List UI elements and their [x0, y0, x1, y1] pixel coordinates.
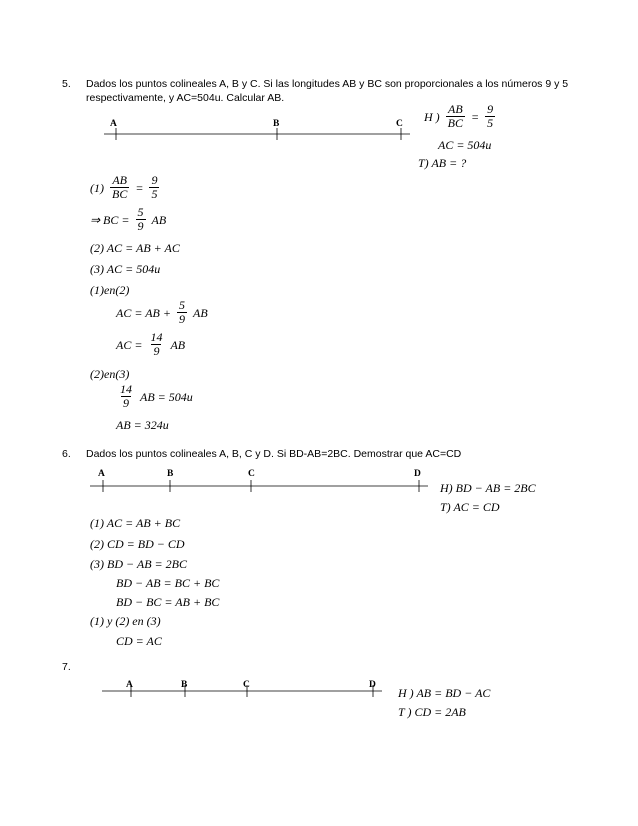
p6-step-6: (1) y (2) en (3)	[90, 614, 161, 628]
p5-s6-num: 5	[178, 298, 185, 312]
p6-step-1: (1) AC = AB + BC	[90, 516, 181, 530]
p7-thesis: T ) CD = 2AB	[398, 705, 466, 719]
p5-hyp-fraction-right	[485, 103, 495, 130]
problem-6-statement: Dados los puntos colineales A, B, C y D. Si BD-AB=2BC. Demostrar que AC=CD	[86, 448, 462, 460]
p6-step-7: CD = AC	[116, 634, 162, 648]
p7-hypothesis: H ) AB = BD − AC	[398, 686, 491, 700]
p5-step-3: (2) AC = AB + AC	[90, 241, 180, 255]
p5-step-10: AB = 324u	[116, 418, 169, 432]
p5-s2-suffix: AB	[151, 212, 167, 227]
p5-hyp-eq: =	[471, 109, 480, 124]
p5-s2-fraction	[136, 206, 146, 233]
p5-s1-prefix: (1)	[90, 180, 104, 195]
p5-s9-fraction	[118, 383, 134, 410]
p5-hypothesis-ac: AC = 504u	[438, 138, 492, 152]
p7-point-a-label: A	[126, 680, 133, 690]
p5-point-b-label: B	[273, 119, 280, 129]
p5-s1-fraction-left	[110, 174, 129, 201]
p5-s9-suffix: AB = 504u	[140, 389, 193, 404]
p5-s2-num: 5	[137, 205, 144, 219]
p5-s9-den: 9	[123, 396, 129, 410]
p7-point-c-label: C	[243, 680, 250, 690]
p6-step-4: BD − AB = BC + BC	[116, 576, 220, 590]
p6-hypothesis: H) BD − AB = 2BC	[440, 481, 536, 495]
p5-hyp-prefix: H )	[424, 109, 440, 124]
p5-s7-fraction	[148, 331, 164, 358]
p5-step-1	[90, 174, 161, 201]
p5-hyp-num: AB	[448, 102, 463, 116]
p5-step-4: (3) AC = 504u	[90, 262, 161, 276]
p5-step-8: (2)en(3)	[90, 367, 130, 381]
problem-5-statement-line1: Dados los puntos colineales A, B y C. Si las longitudes AB y BC son proporcionales a los números 9 y 5	[86, 78, 569, 90]
p6-step-3: (3) BD − AB = 2BC	[90, 557, 187, 571]
p5-hyp-den: BC	[447, 116, 464, 130]
p5-s7-prefix: AC =	[116, 337, 143, 352]
p5-s6-prefix: AC = AB +	[116, 305, 171, 320]
p5-s2-prefix: ⇒ BC =	[90, 212, 130, 227]
p5-point-a-label: A	[110, 119, 117, 129]
p5-s9-num: 14	[120, 382, 132, 396]
p6-point-a-label: A	[98, 469, 105, 479]
problem-5-statement-line2: respectivamente, y AC=504u. Calcular AB.	[86, 92, 285, 104]
p5-s2-den: 9	[137, 219, 144, 233]
p5-hyp-rden: 5	[487, 116, 494, 130]
p5-s1-fraction-right	[149, 174, 159, 201]
p7-point-b-label: B	[181, 680, 188, 690]
p5-s1-eq: =	[135, 180, 144, 195]
p5-s7-suffix: AB	[170, 337, 186, 352]
p5-hyp-fraction-left	[446, 103, 465, 130]
p5-s7-num: 14	[150, 330, 163, 344]
p5-s6-fraction	[177, 299, 187, 326]
p5-step-7	[116, 331, 185, 358]
p6-point-c-label: C	[248, 469, 255, 479]
p5-s1-rden: 5	[151, 187, 158, 201]
p5-point-c-label: C	[396, 119, 403, 129]
p5-step-5: (1)en(2)	[90, 283, 130, 297]
p5-s1-den: BC	[112, 187, 128, 201]
p5-s6-suffix: AB	[192, 305, 208, 320]
p5-step-2	[90, 206, 166, 233]
p6-step-2: (2) CD = BD − CD	[90, 537, 185, 551]
p6-point-b-label: B	[167, 469, 174, 479]
p5-thesis: T) AB = ?	[418, 156, 467, 170]
p7-point-d-label: D	[369, 680, 376, 690]
p5-hypothesis-ratio	[424, 103, 497, 130]
problem-6-number: 6.	[62, 448, 71, 460]
p5-step-6	[116, 299, 208, 326]
problem-5-number: 5.	[62, 78, 71, 90]
p5-s6-den: 9	[178, 312, 185, 326]
p5-hyp-rnum: 9	[487, 102, 494, 116]
p5-s1-num: AB	[112, 173, 127, 187]
p6-point-d-label: D	[414, 469, 421, 479]
p6-thesis: T) AC = CD	[440, 500, 500, 514]
problem-7-number: 7.	[62, 661, 71, 673]
p5-step-9	[116, 383, 193, 410]
p5-s1-rnum: 9	[151, 173, 158, 187]
p5-s7-den: 9	[153, 344, 160, 358]
p6-step-5: BD − BC = AB + BC	[116, 595, 220, 609]
